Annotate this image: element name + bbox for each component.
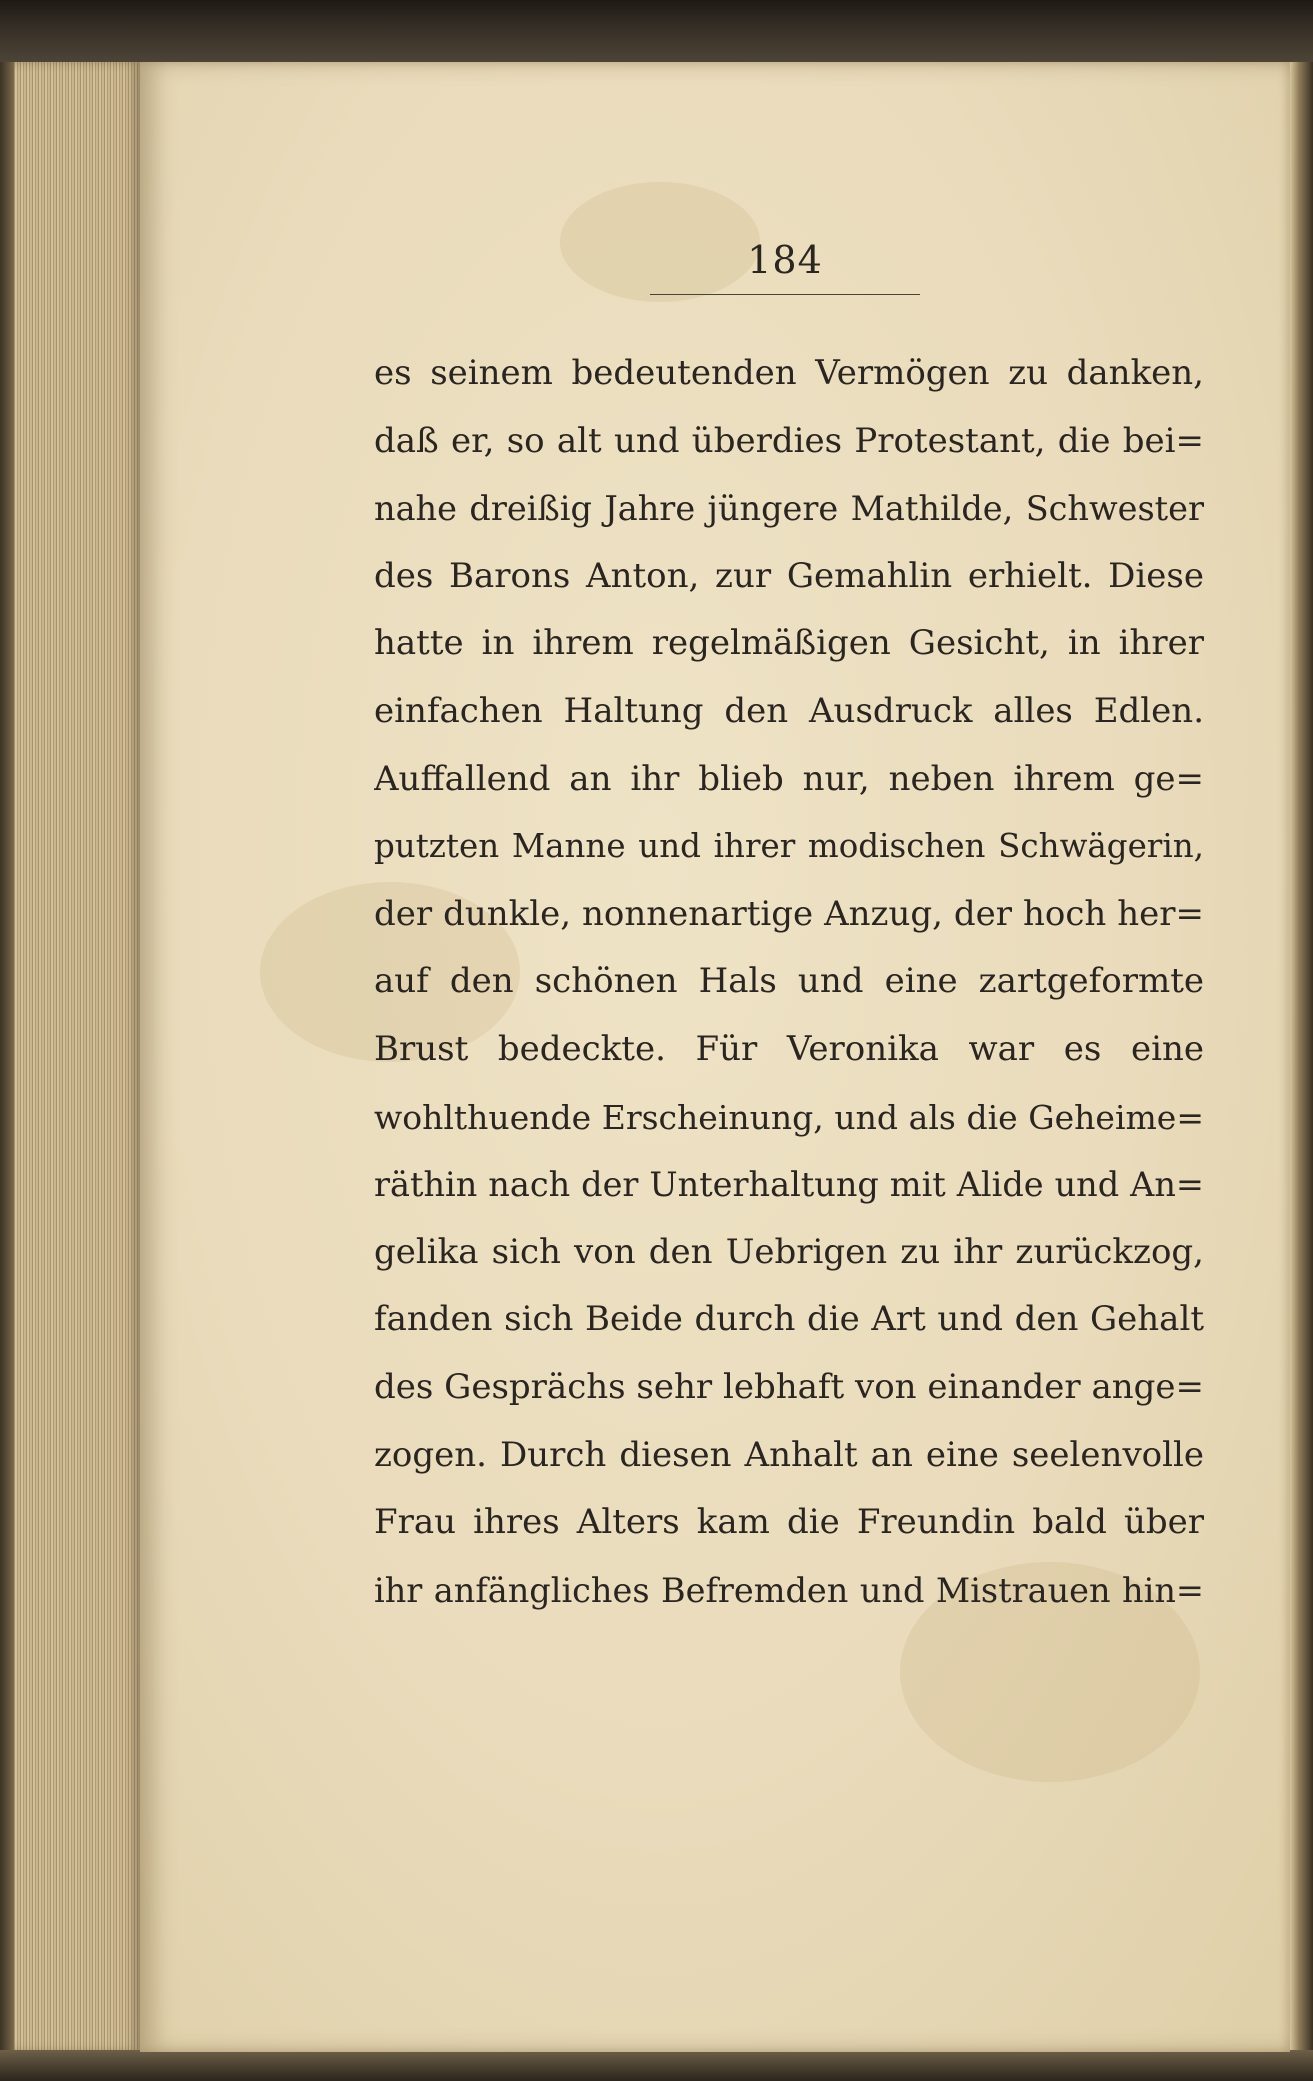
- text-line: fanden sich Beide durch die Art und den Gehalt: [374, 1299, 1204, 1340]
- text-line: es seinem bedeutenden Vermögen zu danken,: [374, 353, 1204, 393]
- text-line: hatte in ihrem regelmäßigen Gesicht, in ihrer: [374, 623, 1204, 664]
- text-line: Frau ihres Alters kam die Freundin bald über: [374, 1502, 1204, 1543]
- book-binding-top: [0, 0, 1313, 62]
- text-line: daß er, so alt und überdies Protestant, die bei=: [374, 420, 1204, 461]
- text-line: nahe dreißig Jahre jüngere Mathilde, Schwester: [374, 489, 1204, 529]
- text-line: gelika sich von den Uebrigen zu ihr zurückzog,: [374, 1231, 1204, 1272]
- book-binding-bottom: [0, 2050, 1313, 2081]
- text-line: wohlthuende Erscheinung, und als die Geheime=: [374, 1097, 1204, 1137]
- page-edge-right: [1290, 62, 1313, 2052]
- page-number: 184: [747, 238, 823, 282]
- text-line: des Gesprächs sehr lebhaft von einander ange=: [374, 1366, 1204, 1407]
- body-text: [374, 340, 1204, 1624]
- text-line: räthin nach der Unterhaltung mit Alide und An=: [374, 1165, 1204, 1205]
- text-line: Auffallend an ihr blieb nur, neben ihrem ge=: [374, 758, 1204, 799]
- text-line: Brust bedeckte. Für Veronika war es eine: [374, 1028, 1204, 1069]
- text-line: putzten Manne und ihrer modischen Schwägerin,: [374, 827, 1204, 866]
- text-line: auf den schönen Hals und eine zartgeformte: [374, 961, 1204, 1002]
- text-line: einfachen Haltung den Ausdruck alles Edlen.: [374, 690, 1204, 731]
- header-rule: [650, 294, 920, 295]
- text-line: der dunkle, nonnenartige Anzug, der hoch her=: [374, 893, 1204, 934]
- text-line: ihr anfängliches Befremden und Mistrauen hin=: [374, 1570, 1204, 1610]
- page-edges-left: [0, 62, 140, 2052]
- text-line: zogen. Durch diesen Anhalt an eine seelenvolle: [374, 1434, 1204, 1475]
- text-line: des Barons Anton, zur Gemahlin erhielt. Diese: [374, 555, 1204, 596]
